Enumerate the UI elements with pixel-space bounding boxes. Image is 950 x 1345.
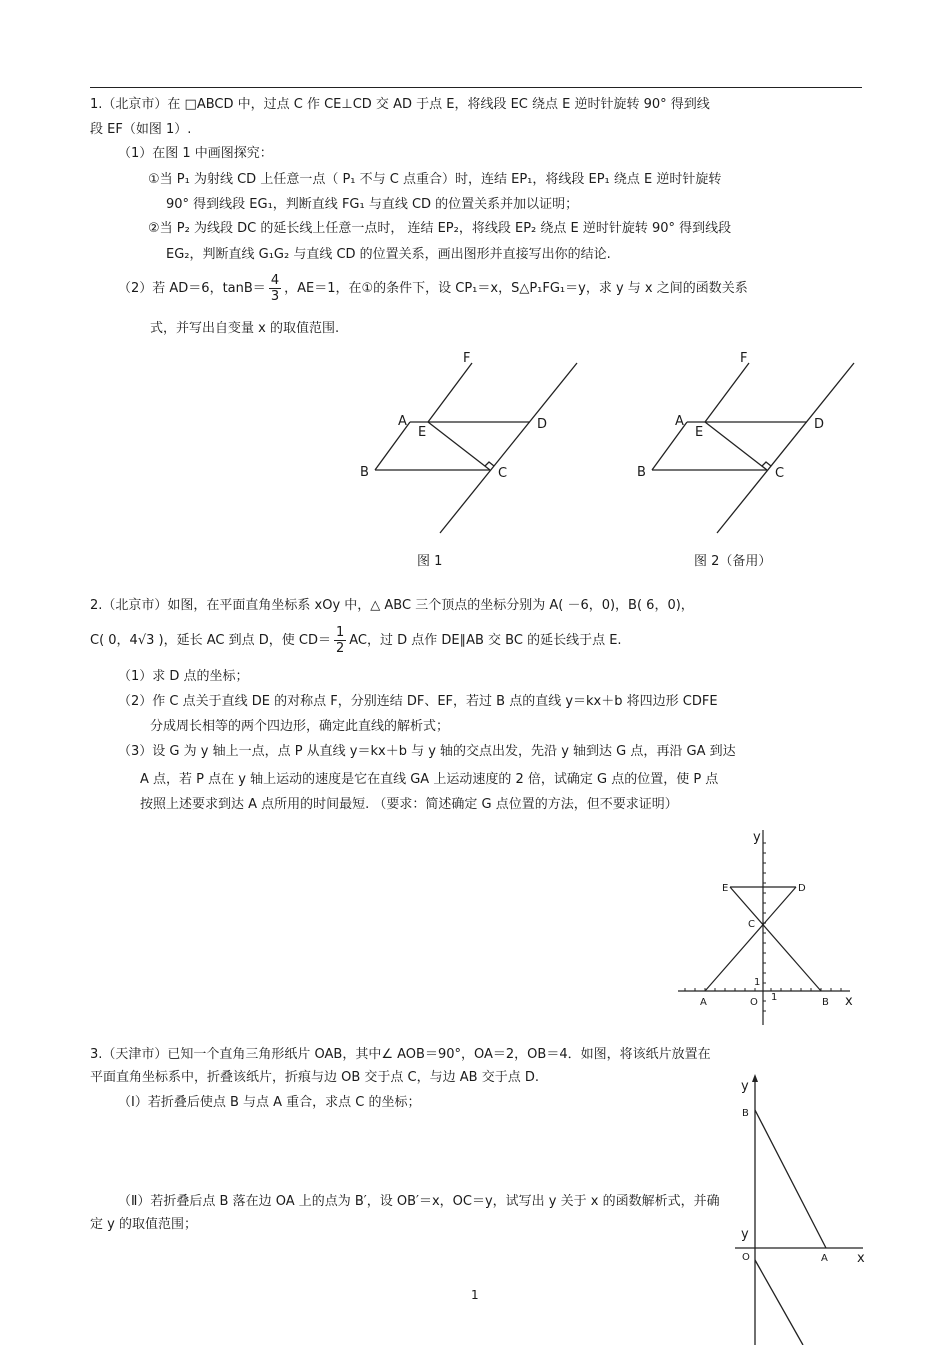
label-e: E: [695, 425, 704, 440]
label-a: A: [398, 414, 407, 429]
p1-line2: 段 EF（如图 1）.: [90, 122, 192, 137]
label-y: y: [741, 1079, 749, 1094]
segment-ba: [375, 422, 410, 470]
segment-ef: [705, 363, 749, 422]
p2-line2: [90, 625, 622, 656]
label-d: D: [798, 883, 806, 894]
p2-q2-2: 分成周长相等的两个四边形，确定此直线的解析式；: [150, 719, 450, 734]
p2-line2-pre: C( 0，4√3 )，延长 AC 到点 D，使 CD＝: [90, 633, 331, 648]
label-a: A: [821, 1253, 828, 1264]
label-unit-y: 1: [754, 977, 761, 988]
segment-ba: [652, 422, 687, 470]
y-arrow: [752, 1074, 758, 1082]
p1-q2-1: [118, 273, 748, 304]
figure-2: [632, 345, 872, 545]
segment-ab: [755, 1110, 826, 1248]
p1-q1a-1: ①当 P₁ 为射线 CD 上任意一点（ P₁ 不与 C 点重合）时，连结 EP₁，将线段 EP₁ 绕点 E 逆时针旋转: [148, 172, 722, 187]
p2-q2-1: （2）作 C 点关于直线 DE 的对称点 F，分别连结 DF、EF，若过 B 点的直线 y＝kx＋b 将四边形 CDFE: [118, 694, 718, 709]
label-b: B: [637, 465, 646, 480]
p2-q1: （1）求 D 点的坐标；: [118, 669, 249, 684]
p2-q3-2: A 点，若 P 点在 y 轴上运动的速度是它在直线 GA 上运动速度的 2 倍，试确定 G 点的位置，使 P 点: [140, 772, 719, 787]
label-x: x: [845, 994, 853, 1009]
p1-q2-post: ，AE＝1，在①的条件下，设 CP₁＝x，S△P₁FG₁＝y，求 y 与 x 之间的函数关系: [284, 281, 748, 296]
label-e: E: [418, 425, 427, 440]
label-e: E: [722, 883, 729, 894]
label-c: C: [775, 466, 785, 481]
p2-q3-3: 按照上述要求到达 A 点所用的时间最短. （要求：简述确定 G 点位置的方法，但不要求证明）: [140, 797, 678, 812]
segment-ec: [705, 422, 767, 470]
label-c: C: [498, 466, 508, 481]
fraction-1-2: $\frac{1}{2}$: [335, 625, 345, 656]
label-a: A: [700, 997, 707, 1008]
p3-line2: 平面直角坐标系中，折叠该纸片，折痕与边 OB 交于点 C，与边 AB 交于点 D.: [90, 1070, 539, 1085]
label-o: O: [742, 1252, 750, 1263]
p1-q2-pre: （2）若 AD＝6，tanB＝: [118, 281, 266, 296]
label-d: D: [537, 417, 548, 432]
header-rule: [90, 87, 862, 88]
fraction-4-3: $\frac{4}{3}$: [270, 273, 280, 304]
figure-problem-2: [670, 825, 870, 1030]
p1-line1: 1.（北京市）在 □ABCD 中，过点 C 作 CE⊥CD 交 AD 于点 E，将线段 EC 绕点 E 逆时针旋转 90° 得到线: [90, 97, 710, 112]
p1-q1a-2: 90° 得到线段 EG₁，判断直线 FG₁ 与直线 CD 的位置关系并加以证明；: [166, 197, 579, 212]
label-f: F: [740, 351, 748, 366]
label-a: A: [675, 414, 684, 429]
segment-a-to-d: [705, 887, 796, 991]
p3-line1: 3.（天津市）已知一个直角三角形纸片 OAB，其中∠ AOB＝90°，OA＝2，OB＝4．如图，将该纸片放置在: [90, 1047, 711, 1062]
figure-1-caption: 图 1: [417, 554, 443, 569]
p1-q1-head: （1）在图 1 中画图探究：: [118, 146, 273, 161]
p3-q2-1: （Ⅱ）若折叠后点 B 落在边 OA 上的点为 B′，设 OB′＝x，OC＝y，试写出 y 关于 x 的函数解析式，并确: [118, 1194, 720, 1209]
segment-lower: [755, 1260, 803, 1345]
label-x: x: [857, 1251, 865, 1266]
label-o: O: [750, 997, 758, 1008]
p3-q1: （Ⅰ）若折叠后使点 B 与点 A 重合，求点 C 的坐标；: [118, 1095, 421, 1110]
segment-ef: [428, 363, 472, 422]
label-b: B: [360, 465, 369, 480]
label-b: B: [742, 1108, 749, 1119]
label-unit-x: 1: [771, 992, 778, 1003]
p2-line2-post: AC，过 D 点作 DE∥AB 交 BC 的延长线于点 E.: [349, 633, 622, 648]
segment-b-to-e: [730, 887, 821, 991]
label-b: B: [822, 997, 829, 1008]
page-number: 1: [471, 1288, 479, 1302]
p2-line1: 2.（北京市）如图，在平面直角坐标系 xOy 中，△ ABC 三个顶点的坐标分别为 A( －6，0)，B( 6，0)，: [90, 598, 694, 613]
figure-2-caption: 图 2（备用）: [694, 554, 772, 569]
label-c: C: [748, 919, 755, 930]
right-angle-mark: [762, 462, 771, 466]
p2-q3-1: （3）设 G 为 y 轴上一点，点 P 从直线 y＝kx＋b 与 y 轴的交点出发，先沿 y 轴到达 G 点，再沿 GA 到达: [118, 744, 736, 759]
figure-problem-3: [725, 1070, 875, 1345]
p3-q2-2: 定 y 的取值范围；: [90, 1217, 197, 1232]
label-f: F: [463, 351, 471, 366]
p1-q1b-1: ②当 P₂ 为线段 DC 的延长线上任意一点时， 连结 EP₂，将线段 EP₂ 绕点 E 逆时针旋转 90° 得到线段: [148, 221, 732, 236]
p1-q1b-2: EG₂，判断直线 G₁G₂ 与直线 CD 的位置关系，画出图形并直接写出你的结论.: [166, 247, 611, 262]
label-y-second: y: [741, 1227, 749, 1242]
label-y: y: [753, 830, 761, 845]
label-d: D: [814, 417, 825, 432]
right-angle-mark: [485, 462, 494, 466]
p1-q2-2: 式，并写出自变量 x 的取值范围.: [150, 321, 340, 336]
figure-1: [355, 345, 595, 545]
segment-ec: [428, 422, 490, 470]
